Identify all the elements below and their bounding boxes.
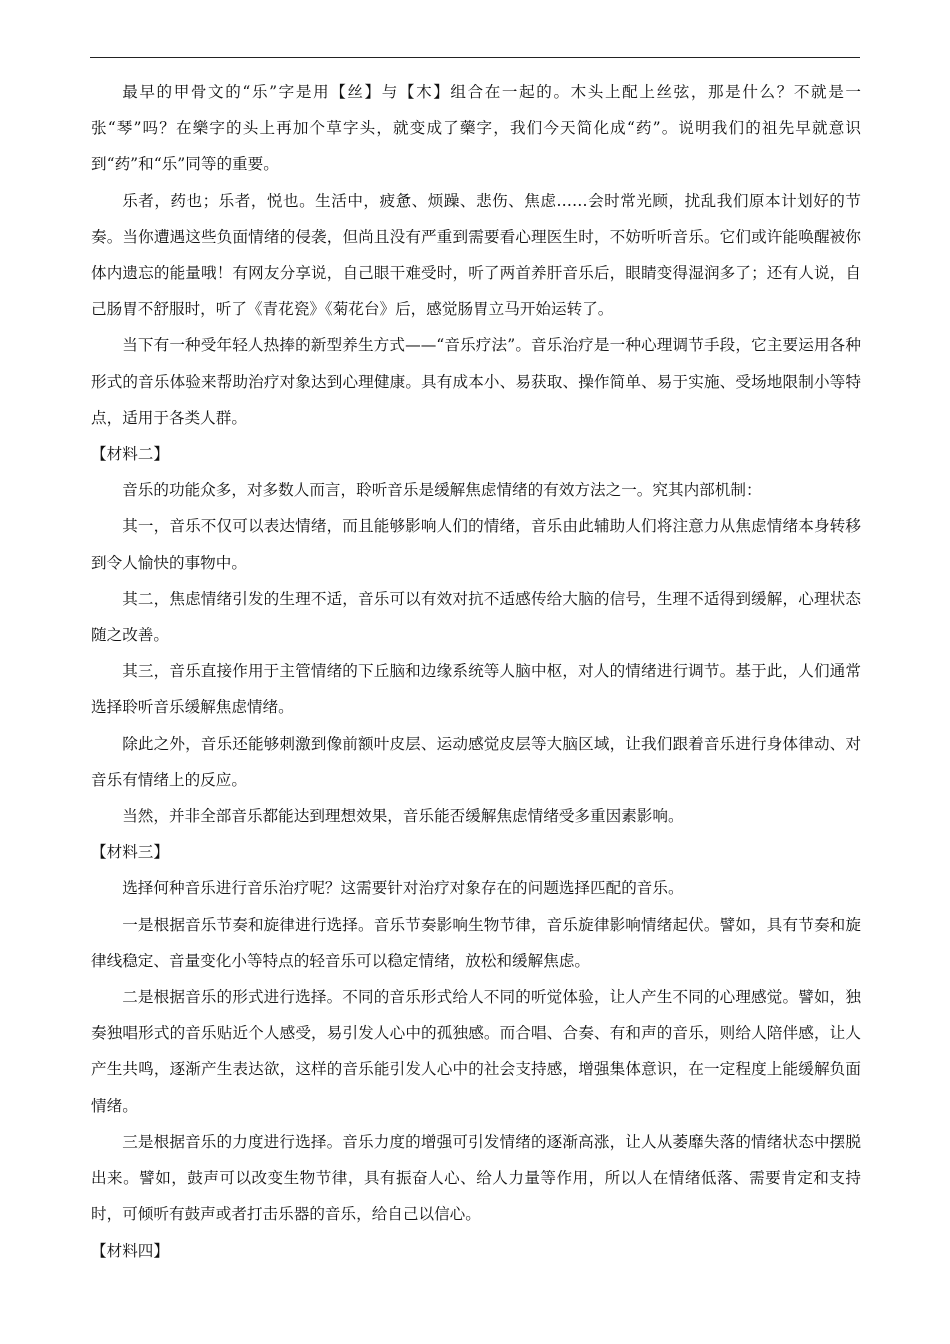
paragraph: 当然，并非全部音乐都能达到理想效果，音乐能否缓解焦虑情绪受多重因素影响。: [122, 807, 684, 826]
section-heading: 【材料四】: [91, 1241, 169, 1260]
section-heading: 【材料三】: [91, 843, 169, 862]
document-body: [91, 74, 861, 1269]
paragraph: 乐者，药也；乐者，悦也。生活中，疲惫、烦躁、悲伤、焦虑……会时常光顾，扰乱我们原本计划好的节奏。当你遭遇这些负面情绪的侵袭，但尚且没有严重到需要看心理医生时，不妨听听音乐。它们或许能唤醒被你体内遗忘的能量哦！有网友分享说，自己眼干难受时，听了两首养肝音乐后，眼睛变得湿润多了；还有人说，自己肠胃不舒服时，听了《青花瓷》《菊花台》后，感觉肠胃立马开始运转了。: [91, 191, 861, 319]
paragraph: 除此之外，音乐还能够刺激到像前额叶皮层、运动感觉皮层等大脑区域，让我们跟着音乐进行身体律动、对音乐有情绪上的反应。: [91, 734, 861, 789]
paragraph: 其二，焦虑情绪引发的生理不适，音乐可以有效对抗不适感传给大脑的信号，生理不适得到缓解，心理状态随之改善。: [91, 589, 861, 645]
paragraph: 其三，音乐直接作用于主管情绪的下丘脑和边缘系统等人脑中枢，对人的情绪进行调节。基于此，人们通常选择聆听音乐缓解焦虑情绪。: [91, 662, 861, 717]
paragraph: 选择何种音乐进行音乐治疗呢？这需要针对治疗对象存在的问题选择匹配的音乐。: [122, 879, 684, 898]
paragraph: 一是根据音乐节奏和旋律进行选择。音乐节奏影响生物节律，音乐旋律影响情绪起伏。譬如，具有节奏和旋律线稳定、音量变化小等特点的轻音乐可以稳定情绪，放松和缓解焦虑。: [91, 915, 861, 970]
section-heading: 【材料二】: [91, 445, 169, 464]
paragraph: 二是根据音乐的形式进行选择。不同的音乐形式给人不同的听觉体验，让人产生不同的心理感觉。譬如，独奏独唱形式的音乐贴近个人感受，易引发人心中的孤独感。而合唱、合奏、有和声的音乐，则给人陪伴感，让人产生共鸣，逐渐产生表达欲，这样的音乐能引发人心中的社会支持感，增强集体意识，在一定程度上能缓解负面情绪。: [91, 988, 861, 1115]
paragraph: 三是根据音乐的力度进行选择。音乐力度的增强可引发情绪的逐渐高涨，让人从萎靡失落的情绪状态中摆脱出来。譬如，鼓声可以改变生物节律，具有振奋人心、给人力量等作用，所以人在情绪低落、需要肯定和支持时，可倾听有鼓声或者打击乐器的音乐，给自己以信心。: [91, 1132, 861, 1224]
paragraph: 最早的甲骨文的“乐”字是用【丝】与【木】组合在一起的。木头上配上丝弦，那是什么？不就是一张“琴”吗？在樂字的头上再加个草字头，就变成了藥字，我们今天简化成“药”。说明我们的祖先早就意识到“药”和“乐”同等的重要。: [91, 83, 861, 174]
header-rule: [90, 57, 860, 58]
paragraph: 当下有一种受年轻人热捧的新型养生方式——“音乐疗法”。音乐治疗是一种心理调节手段，它主要运用各种形式的音乐体验来帮助治疗对象达到心理健康。具有成本小、易获取、操作简单、易于实施、受场地限制小等特点，适用于各类人群。: [91, 336, 861, 427]
paragraph: 其一，音乐不仅可以表达情绪，而且能够影响人们的情绪，音乐由此辅助人们将注意力从焦虑情绪本身转移到令人愉快的事物中。: [91, 517, 861, 572]
paragraph: 音乐的功能众多，对多数人而言，聆听音乐是缓解焦虑情绪的有效方法之一。究其内部机制：: [122, 481, 762, 500]
